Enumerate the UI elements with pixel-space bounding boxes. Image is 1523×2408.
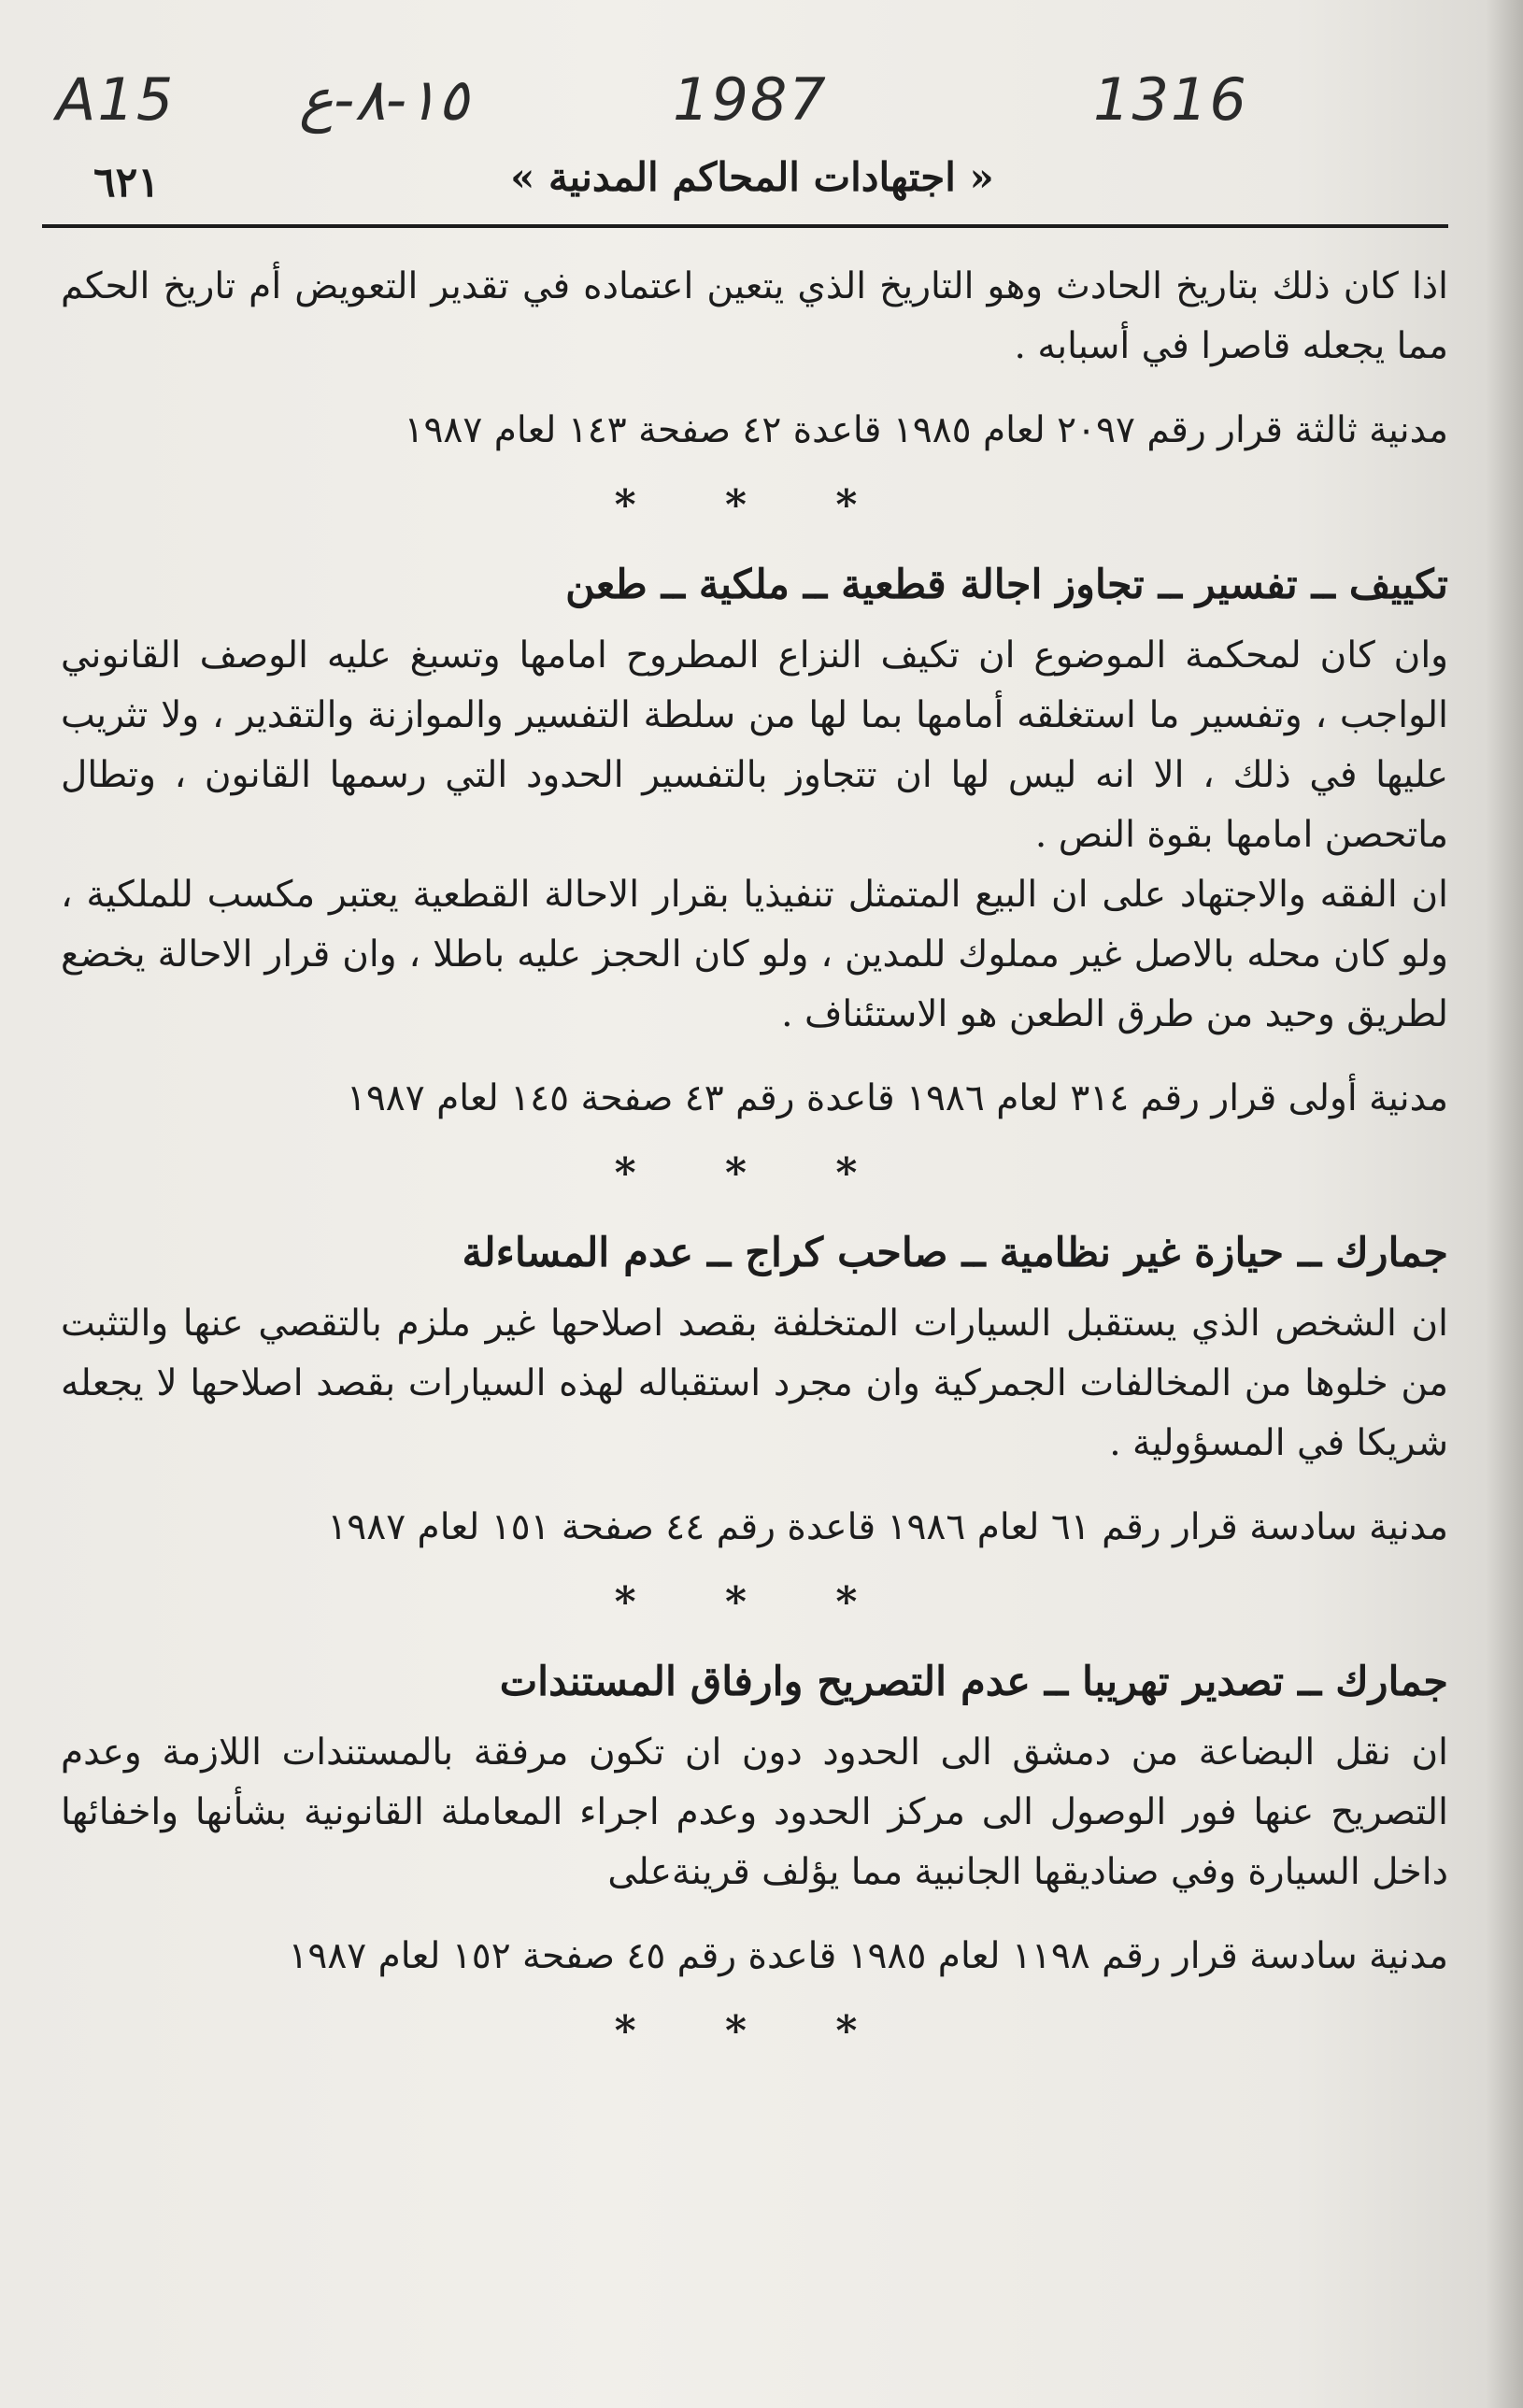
section-reference: مدنية سادسة قرار رقم ١١٩٨ لعام ١٩٨٥ قاعدة رقم ٤٥ صفحة ١٥٢ لعام ١٩٨٧ [288, 1935, 1448, 1977]
page-number: ٦٢١ [93, 159, 160, 207]
section-paragraph: وان كان لمحكمة الموضوع ان تكيف النزاع المطروح امامها وتسبغ عليه الوصف القانوني الواجب ، وتفسير ما استغلقه أمامها بما لها من سلطة التفسير والموازنة والتقدير ، ولا تثريب عليها في ذلك ، الا انه ليس لها ان تتجاوز بالتفسير الحدود التي رسمها القانون ، وتطال ماتحصن امامها بقوة النص . [61, 634, 1448, 856]
handwritten-note-3: 1987 [673, 65, 828, 134]
section-heading: جمارك ــ حيازة غير نظامية ــ صاحب كراج ــ عدم المساءلة [462, 1230, 1448, 1276]
separator-stars: * * * [614, 481, 895, 529]
intro-reference: مدنية ثالثة قرار رقم ٢٠٩٧ لعام ١٩٨٥ قاعدة ٤٢ صفحة ١٤٣ لعام ١٩٨٧ [404, 409, 1448, 451]
section-3 [61, 1652, 1448, 1987]
page-spine-shadow [1486, 0, 1523, 2408]
page-body [61, 257, 1448, 2378]
header-rule [42, 224, 1448, 228]
section-heading: تكييف ــ تفسير ــ تجاوز اجالة قطعية ــ ملكية ــ طعن [565, 562, 1448, 608]
separator-stars: * * * [614, 2007, 895, 2055]
handwritten-note-4: 1316 [1093, 65, 1248, 134]
handwritten-note-1: A15 [56, 65, 176, 134]
section-paragraph: ان نقل البضاعة من دمشق الى الحدود دون ان تكون مرفقة بالمستندات اللازمة وعدم التصريح عنها فور الوصول الى مركز الحدود وعدم اجراء المعاملة القانونية بشأنها واخفائها داخل السيارة وفي صناديقها الجانبية مما يؤلف قرينةعلى [61, 1731, 1448, 1893]
section-paragraph: ان الفقه والاجتهاد على ان البيع المتمثل تنفيذيا بقرار الاحالة القطعية يعتبر مكسب للملكية ، ولو كان محله بالاصل غير مملوك للمدين ، ولو كان الحجز عليه باطلا ، وان قرار الاحالة يخضع لطريق وحيد من طرق الطعن هو الاستئناف . [61, 874, 1448, 1035]
intro-paragraph: اذا كان ذلك بتاريخ الحادث وهو التاريخ الذي يتعين اعتماده في تقدير التعويض أم تاريخ الحكم مما يجعله قاصرا في أسبابه . [61, 265, 1448, 367]
page-header [56, 154, 1448, 220]
section-paragraph: ان الشخص الذي يستقبل السيارات المتخلفة بقصد اصلاحها غير ملزم بالتقصي عنها والتثبت من خلوها من المخالفات الجمركية وان مجرد استقباله لهذه السيارات بقصد اصلاحها لا يجعله شريكا في المسؤولية . [61, 1303, 1448, 1464]
section-2 [61, 1223, 1448, 1558]
section-reference: مدنية أولى قرار رقم ٣١٤ لعام ١٩٨٦ قاعدة رقم ٤٣ صفحة ١٤٥ لعام ١٩٨٧ [346, 1077, 1448, 1119]
handwritten-annotations [0, 65, 1523, 159]
separator-stars: * * * [614, 1578, 895, 1626]
handwritten-note-2: ١٥-٨-ع [299, 65, 469, 134]
separator-stars: * * * [614, 1149, 895, 1197]
section-1 [61, 555, 1448, 1129]
section-reference: مدنية سادسة قرار رقم ٦١ لعام ١٩٨٦ قاعدة رقم ٤٤ صفحة ١٥١ لعام ١٩٨٧ [327, 1506, 1448, 1548]
running-title: « اجتهادات المحاكم المدنية » [510, 154, 994, 200]
section-heading: جمارك ــ تصدير تهريبا ــ عدم التصريح وارفاق المستندات [499, 1659, 1448, 1705]
